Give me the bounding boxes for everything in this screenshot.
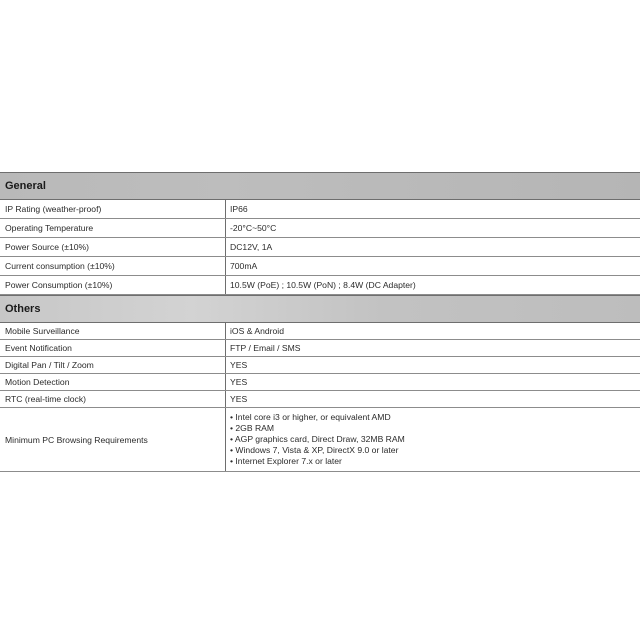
spec-value: YES — [230, 394, 248, 404]
spec-value: IP66 — [230, 204, 248, 214]
section-title: General — [5, 180, 46, 192]
table-row — [0, 257, 640, 276]
spec-value: -20°C~50°C — [230, 223, 277, 233]
table-row — [0, 323, 640, 340]
spec-sheet — [0, 172, 640, 472]
section-header-general — [0, 172, 640, 200]
spec-label: Power Source (±10%) — [0, 238, 226, 256]
spec-value: 10.5W (PoE) ; 10.5W (PoN) ; 8.4W (DC Adapter) — [230, 280, 416, 290]
requirement-item: • Intel core i3 or higher, or equivalent AMD — [230, 412, 391, 422]
requirement-item: • AGP graphics card, Direct Draw, 32MB RAM — [230, 434, 405, 444]
table-row — [0, 340, 640, 357]
requirement-item: • 2GB RAM — [230, 423, 275, 433]
spec-label: Mobile Surveillance — [0, 323, 226, 339]
spec-label: Operating Temperature — [0, 219, 226, 237]
requirement-item: • Windows 7, Vista & XP, DirectX 9.0 or later — [230, 445, 399, 455]
spec-label: Motion Detection — [0, 374, 226, 390]
table-row — [0, 357, 640, 374]
spec-label: Digital Pan / Tilt / Zoom — [0, 357, 226, 373]
spec-label: Minimum PC Browsing Requirements — [0, 408, 226, 471]
requirements-list — [226, 408, 640, 471]
spec-label: Current consumption (±10%) — [0, 257, 226, 275]
table-row — [0, 219, 640, 238]
section-title: Others — [5, 303, 41, 315]
table-row — [0, 200, 640, 219]
spec-value: YES — [230, 377, 248, 387]
spec-value: 700mA — [230, 261, 258, 271]
spec-value: iOS & Android — [230, 326, 284, 336]
spec-label: Power Consumption (±10%) — [0, 276, 226, 294]
spec-value: DC12V, 1A — [230, 242, 273, 252]
spec-label: Event Notification — [0, 340, 226, 356]
section-header-others — [0, 295, 640, 323]
requirement-item: • Internet Explorer 7.x or later — [230, 456, 342, 466]
spec-value: YES — [230, 360, 248, 370]
spec-label: IP Rating (weather-proof) — [0, 200, 226, 218]
table-row — [0, 276, 640, 295]
table-row — [0, 391, 640, 408]
table-row-requirements — [0, 408, 640, 472]
spec-value: FTP / Email / SMS — [230, 343, 301, 353]
spec-label: RTC (real-time clock) — [0, 391, 226, 407]
table-row — [0, 238, 640, 257]
table-row — [0, 374, 640, 391]
